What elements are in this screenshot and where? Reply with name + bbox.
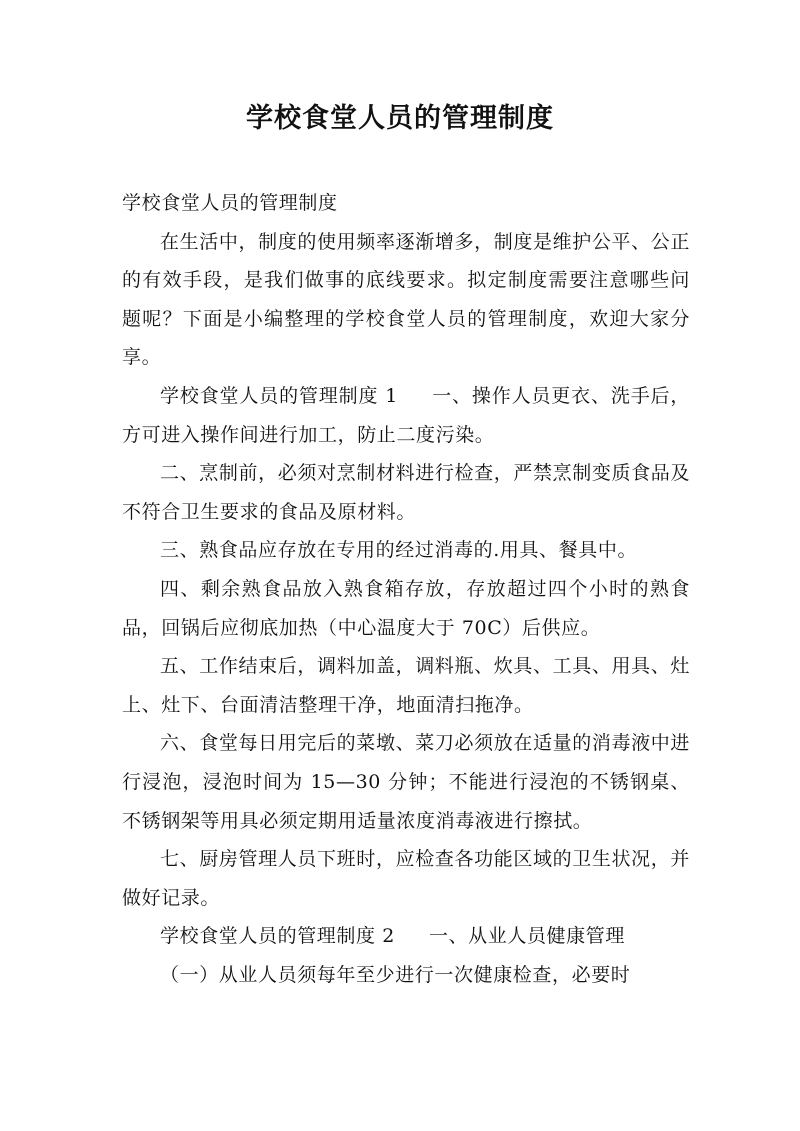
rule-item-5: 五、工作结束后，调料加盖，调料瓶、炊具、工具、用具、灶上、灶下、台面清洁整理干净，地面清扫拖净。 bbox=[122, 655, 690, 716]
section1-item1: 一、操作人员更衣、洗手后，方可进入操作间进行加工，防止二度污染。 bbox=[122, 384, 690, 446]
rule-item-6: 六、食堂每日用完后的菜墩、菜刀必须放在适量的消毒液中进行浸泡，浸泡时间为 15—30 分钟；不能进行浸泡的不锈钢桌、不锈钢架等用具必须定期用适量浓度消毒液进行擦拭。 bbox=[122, 732, 690, 832]
section2-item1: 一、从业人员健康管理 bbox=[428, 925, 625, 948]
section1-paragraph bbox=[122, 377, 690, 454]
subtitle-line: 学校食堂人员的管理制度 bbox=[122, 192, 338, 214]
section2-paragraph bbox=[122, 917, 690, 956]
document-title: 学校食堂人员的管理制度 bbox=[246, 103, 554, 134]
rule-item-3: 三、熟食品应存放在专用的经过消毒的.用具、餐具中。 bbox=[160, 539, 638, 562]
rule-item-2: 二、烹制前，必须对烹制材料进行检查，严禁烹制变质食品及不符合卫生要求的食品及原材料。 bbox=[122, 462, 690, 523]
document-body bbox=[122, 184, 690, 994]
health-check-paragraph: （一）从业人员须每年至少进行一次健康检查，必要时 bbox=[160, 963, 631, 986]
section1-heading: 学校食堂人员的管理制度 1 bbox=[160, 384, 398, 407]
rule-item-7: 七、厨房管理人员下班时，应检查各功能区域的卫生状况，并做好记录。 bbox=[122, 848, 690, 909]
rule-item-4: 四、剩余熟食品放入熟食箱存放，存放超过四个小时的熟食品，回锅后应彻底加热（中心温度大于 70C）后供应。 bbox=[122, 577, 690, 639]
section2-heading: 学校食堂人员的管理制度 2 bbox=[160, 925, 395, 948]
intro-paragraph: 在生活中，制度的使用频率逐渐增多，制度是维护公平、公正的有效手段，是我们做事的底线要求。拟定制度需要注意哪些问题呢？下面是小编整理的学校食堂人员的管理制度，欢迎大家分享。 bbox=[122, 230, 690, 369]
